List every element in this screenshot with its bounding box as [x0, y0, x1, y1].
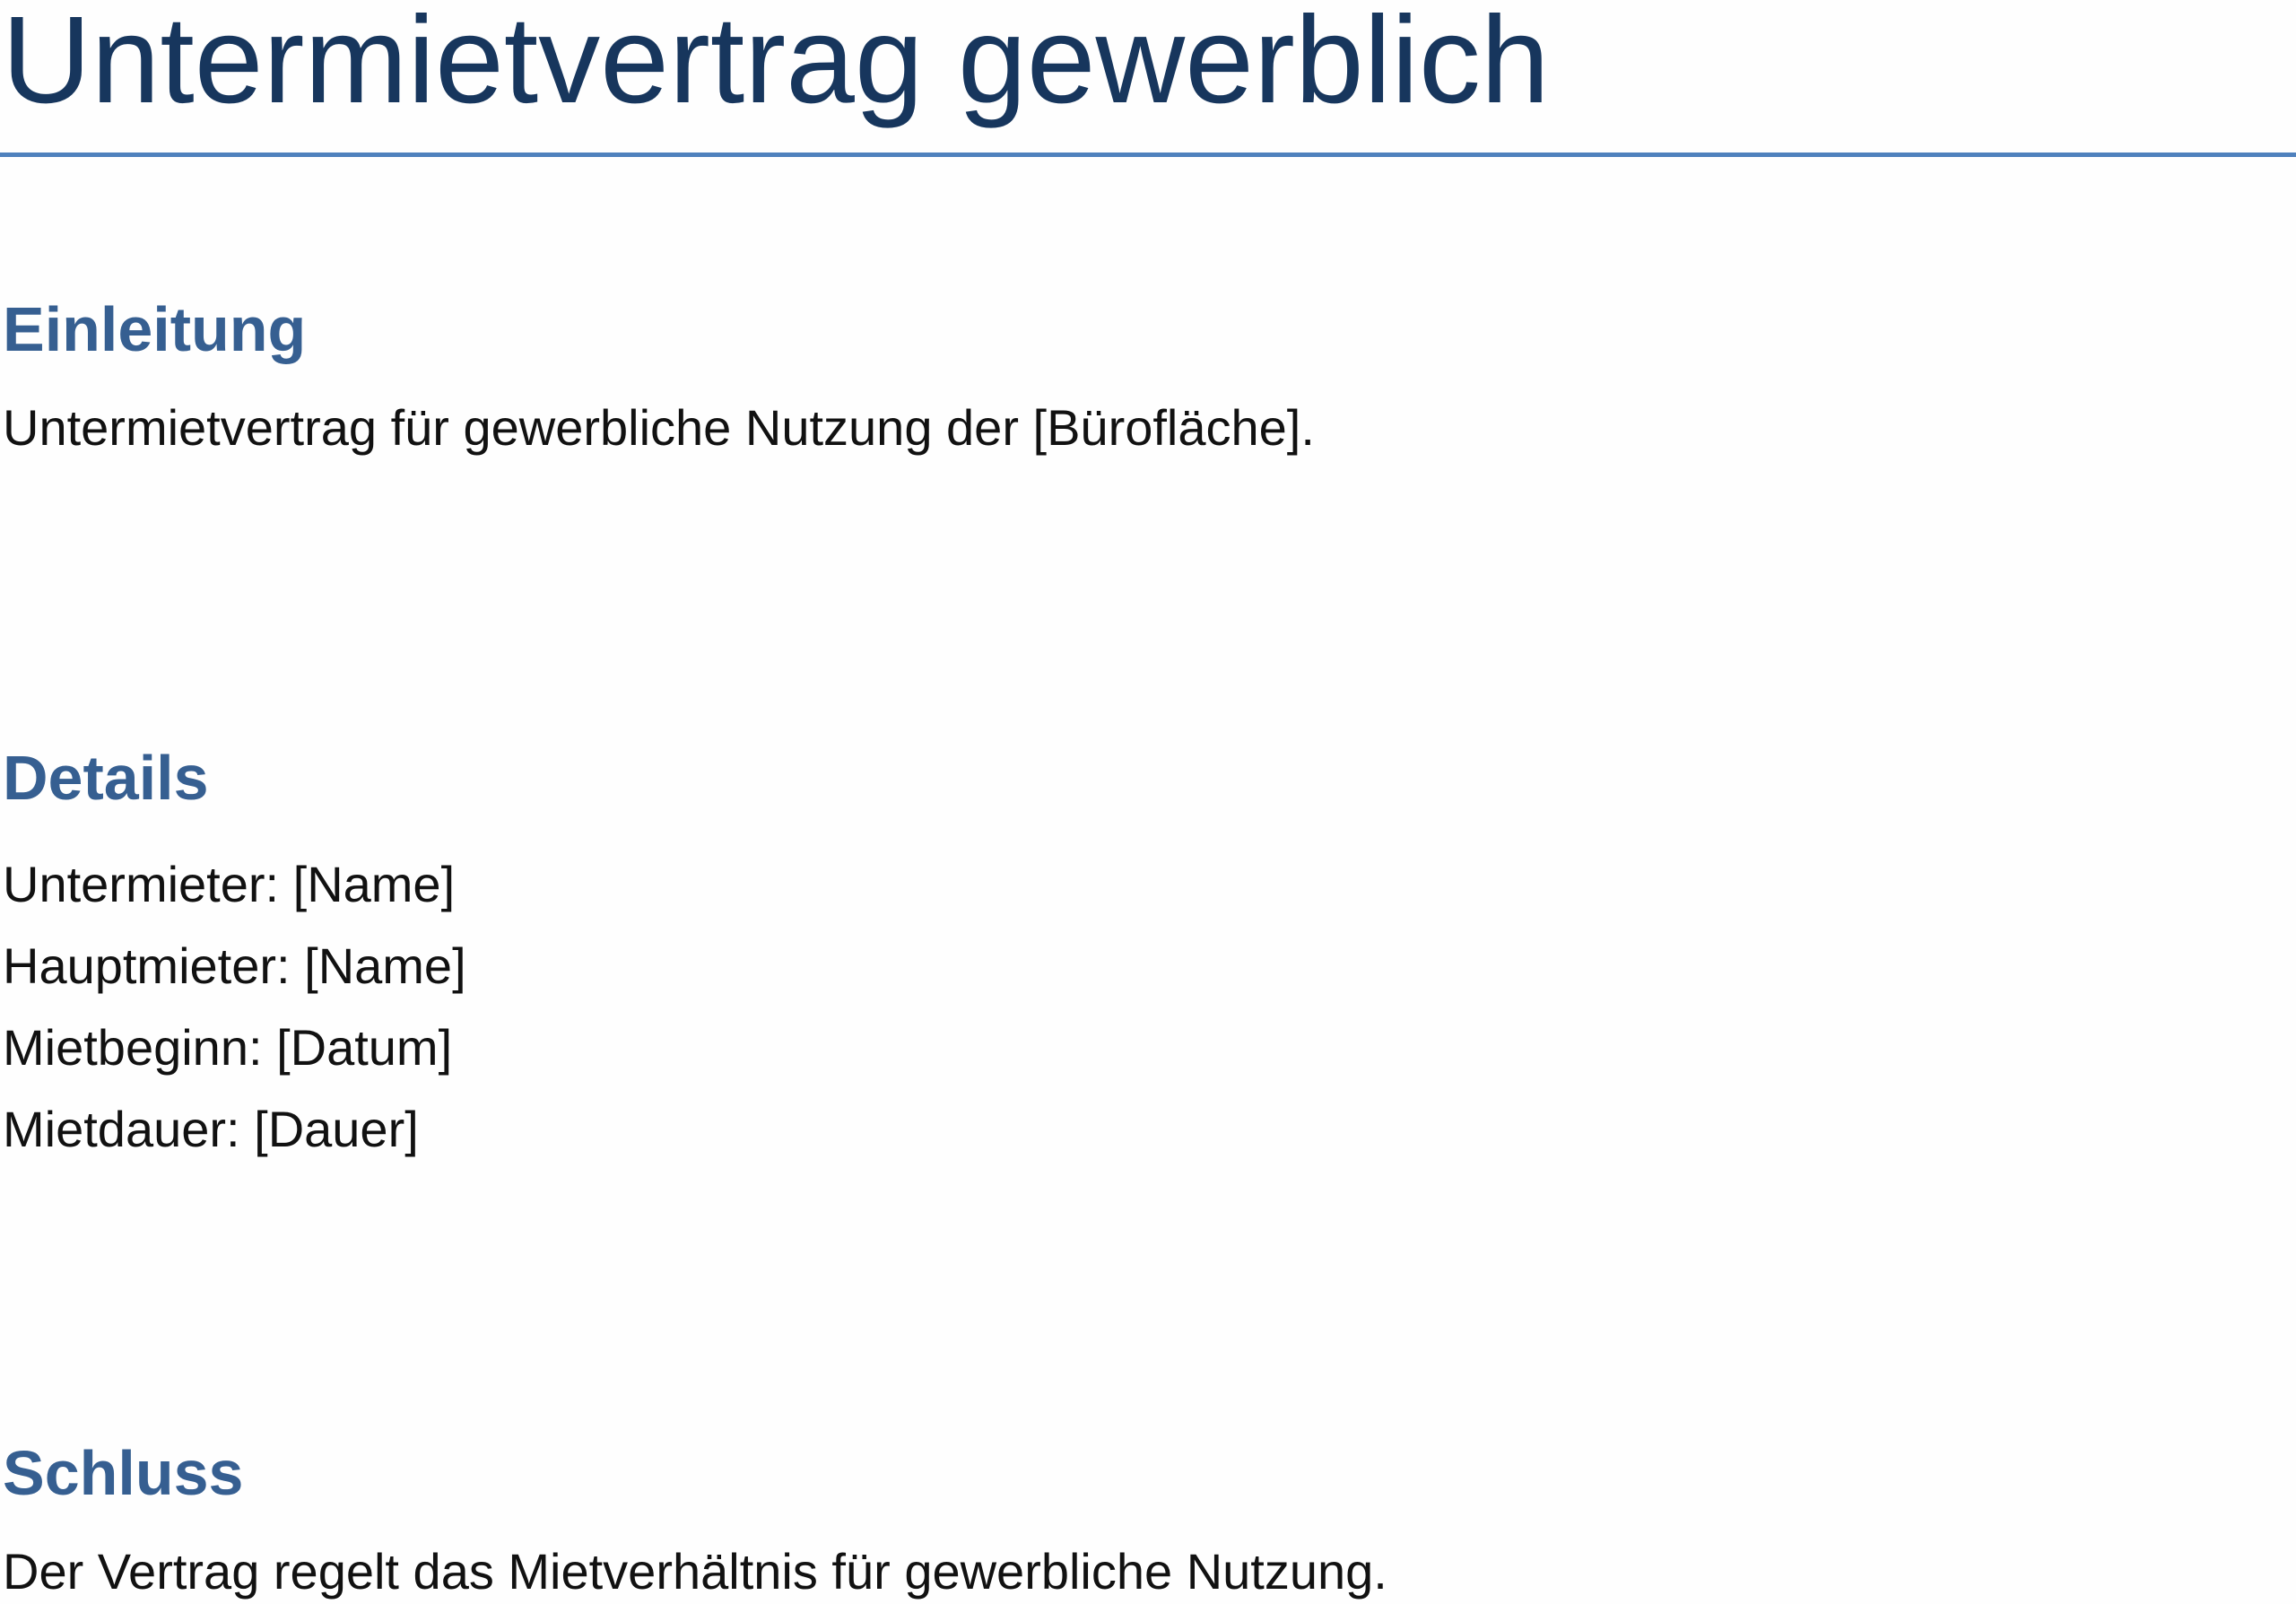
- details-item-mietbeginn: Mietbeginn: [Datum]: [3, 1019, 453, 1076]
- section-heading-einleitung: Einleitung: [3, 294, 307, 364]
- details-item-untermieter: Untermieter: [Name]: [3, 856, 456, 912]
- section-heading-schluss: Schluss: [3, 1438, 244, 1508]
- section-text-einleitung: Untermietvertrag für gewerbliche Nutzung der [Bürofläche].: [3, 399, 1315, 456]
- section-text-schluss: Der Vertrag regelt das Mietverhältnis für gewerbliche Nutzung.: [3, 1543, 1387, 1600]
- section-heading-details: Details: [3, 743, 209, 813]
- details-list: [3, 843, 466, 1170]
- details-item-hauptmieter: Hauptmieter: [Name]: [3, 937, 466, 994]
- title-divider: [0, 153, 2296, 157]
- document-title: Untermietvertrag gewerblich: [2, 0, 1550, 129]
- details-item-mietdauer: Mietdauer: [Dauer]: [3, 1101, 419, 1157]
